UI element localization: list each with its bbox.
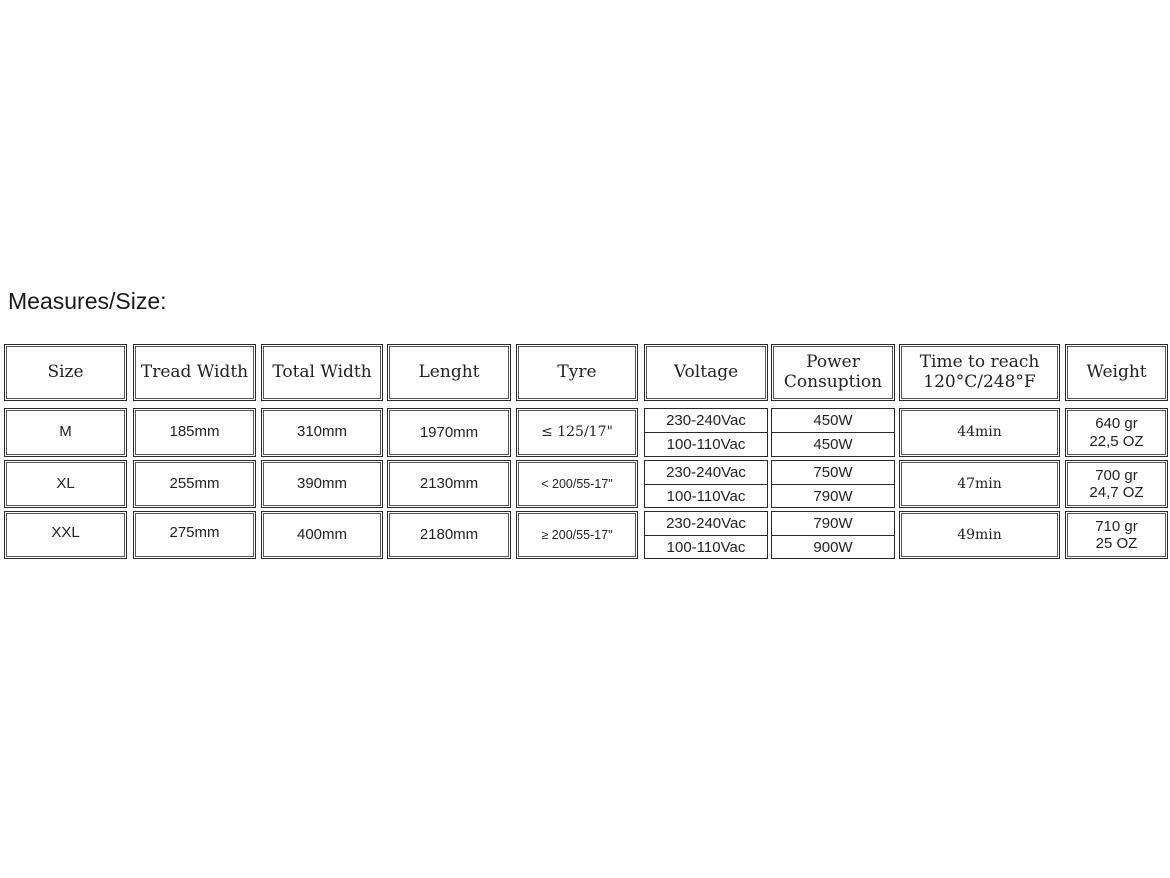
header-time-line2: 120°C/248°F bbox=[923, 371, 1036, 392]
row-xxl-length bbox=[387, 511, 511, 559]
row-xl-total-width-value: 390mm bbox=[296, 475, 348, 493]
row-xxl-total-width bbox=[261, 511, 383, 559]
row-xxl-weight-oz: 25 OZ bbox=[1095, 535, 1138, 552]
row-xl-time-value: 47min bbox=[957, 475, 1002, 492]
row-xl-tyre-value: < 200/55-17" bbox=[541, 476, 613, 491]
row-m-weight-gr: 640 gr bbox=[1095, 415, 1138, 433]
row-xxl-size bbox=[4, 511, 127, 559]
row-xl-tyre bbox=[516, 460, 638, 508]
row-xl-length-value: 2130mm bbox=[419, 475, 479, 493]
row-m-weight bbox=[1065, 408, 1168, 457]
row-xl-power-1-value: 750W bbox=[813, 464, 853, 481]
row-xxl-power-1-value: 790W bbox=[813, 515, 853, 532]
header-tyre-label: Tyre bbox=[557, 361, 597, 382]
row-xxl-size-value: XXL bbox=[51, 524, 80, 541]
row-m-tread-width-value: 185mm bbox=[169, 423, 220, 440]
row-xl-voltage-2-value: 100-110Vac bbox=[666, 487, 746, 505]
header-voltage-label: Voltage bbox=[673, 361, 739, 382]
row-m-tyre-value: ≤ 125/17" bbox=[541, 424, 613, 441]
row-m-time bbox=[899, 408, 1060, 457]
row-xl-time bbox=[899, 460, 1060, 508]
row-xl-power-2-value: 790W bbox=[813, 487, 853, 505]
header-length-label: Lenght bbox=[418, 361, 480, 382]
row-m-length bbox=[387, 408, 511, 457]
row-xxl-voltage-1 bbox=[644, 511, 768, 536]
row-m-voltage-2 bbox=[644, 432, 768, 457]
row-m-weight-oz: 22,5 OZ bbox=[1089, 432, 1144, 450]
row-xl-voltage-2 bbox=[644, 484, 768, 508]
header-power-line1: Power bbox=[806, 351, 860, 372]
header-tread-width-label: Tread Width bbox=[140, 361, 249, 382]
row-xxl-tyre-value: ≥ 200/55-17" bbox=[541, 527, 613, 542]
row-xxl-voltage-2 bbox=[644, 535, 768, 559]
row-m-power-2-value: 450W bbox=[813, 436, 853, 453]
row-xl-voltage-1 bbox=[644, 460, 768, 485]
row-xxl-tyre bbox=[516, 511, 638, 559]
header-voltage bbox=[644, 344, 768, 401]
row-m-time-value: 44min bbox=[957, 424, 1002, 441]
row-xxl-weight bbox=[1065, 511, 1168, 559]
row-xl-total-width bbox=[261, 460, 383, 508]
header-weight-label: Weight bbox=[1086, 361, 1147, 382]
row-xxl-power-2-value: 900W bbox=[813, 538, 853, 556]
row-xl-weight-oz: 24,7 OZ bbox=[1089, 484, 1144, 501]
row-xxl-tread-width-value: 275mm bbox=[169, 524, 220, 541]
row-xxl-voltage-1-value: 230-240Vac bbox=[666, 515, 746, 532]
row-xl-tread-width-value: 255mm bbox=[169, 475, 220, 493]
row-m-total-width bbox=[261, 408, 383, 457]
header-weight bbox=[1065, 344, 1168, 401]
page-title: Measures/Size: bbox=[8, 288, 167, 314]
row-xxl-time-value: 49min bbox=[957, 526, 1002, 543]
row-xxl-length-value: 2180mm bbox=[419, 526, 479, 544]
row-xl-tread-width bbox=[133, 460, 256, 508]
row-m-power-1-value: 450W bbox=[813, 412, 853, 429]
row-xl-power-1 bbox=[771, 460, 895, 485]
row-m-power-1 bbox=[771, 408, 895, 433]
header-tyre bbox=[516, 344, 638, 401]
row-xl-voltage-1-value: 230-240Vac bbox=[666, 464, 746, 481]
header-size-label: Size bbox=[47, 361, 84, 382]
row-m-tyre bbox=[516, 408, 638, 457]
row-m-tread-width bbox=[133, 408, 256, 457]
row-m-voltage-1 bbox=[644, 408, 768, 433]
header-length bbox=[387, 344, 511, 401]
row-xl-size bbox=[4, 460, 127, 508]
header-total-width bbox=[261, 344, 383, 401]
row-m-total-width-value: 310mm bbox=[296, 423, 348, 440]
row-xxl-tread-width bbox=[133, 511, 256, 559]
header-power-line2: Consuption bbox=[783, 371, 883, 392]
header-time bbox=[899, 344, 1060, 401]
row-xxl-weight-gr: 710 gr bbox=[1095, 517, 1138, 535]
row-xl-size-value: XL bbox=[56, 475, 75, 493]
row-m-voltage-1-value: 230-240Vac bbox=[666, 412, 746, 429]
row-xxl-power-2 bbox=[771, 535, 895, 559]
header-power bbox=[771, 344, 895, 401]
header-time-line1: Time to reach bbox=[919, 351, 1040, 372]
row-xl-weight-gr: 700 gr bbox=[1095, 466, 1138, 484]
header-total-width-label: Total Width bbox=[272, 361, 372, 382]
row-xxl-power-1 bbox=[771, 511, 895, 536]
row-m-voltage-2-value: 100-110Vac bbox=[666, 436, 746, 453]
row-m-length-value: 1970mm bbox=[419, 423, 479, 441]
header-size bbox=[4, 344, 127, 401]
row-xl-weight bbox=[1065, 460, 1168, 508]
row-xl-length bbox=[387, 460, 511, 508]
header-tread-width bbox=[133, 344, 256, 401]
row-m-size bbox=[4, 408, 127, 457]
row-xxl-time bbox=[899, 511, 1060, 559]
row-xxl-voltage-2-value: 100-110Vac bbox=[666, 538, 746, 556]
row-xl-power-2 bbox=[771, 484, 895, 508]
row-m-power-2 bbox=[771, 432, 895, 457]
row-xxl-total-width-value: 400mm bbox=[296, 526, 348, 544]
row-m-size-value: M bbox=[59, 423, 72, 440]
